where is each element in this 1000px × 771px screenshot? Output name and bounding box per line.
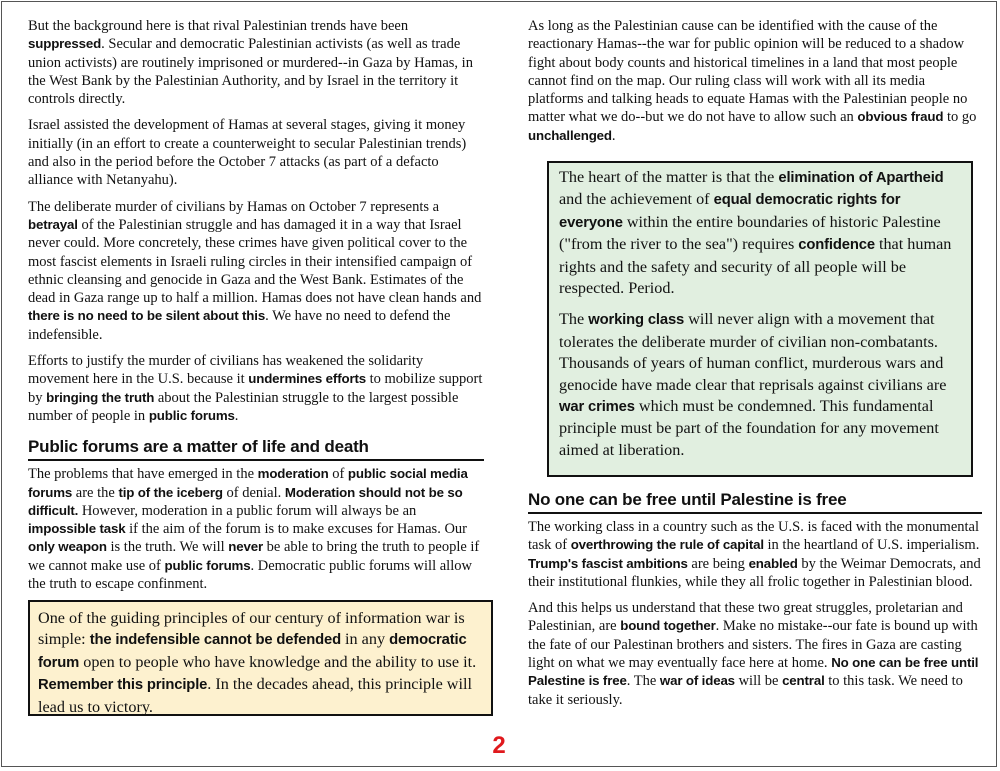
paragraph — [28, 198, 484, 344]
text-run: that human rights and the safety and security of all people will be respected. Period. — [559, 235, 952, 298]
text-run: will be — [734, 673, 783, 690]
callout-box — [28, 600, 493, 716]
emphasis-text: central — [782, 673, 825, 689]
emphasis-text: there is no need to be silent about this — [28, 308, 266, 324]
callout-box — [547, 161, 973, 477]
text-run: . — [611, 127, 616, 144]
text-run: . Make no mistake--our fate is bound up with the fate of our Palestinan brothers and sisters. The fires in Gaza are casting light on what we may eventually face here at home. — [528, 618, 978, 672]
text-run: However, moderation in a public forum will always be an — [78, 502, 417, 519]
paragraph — [28, 465, 484, 593]
paragraph — [528, 599, 982, 709]
left-column — [28, 17, 484, 601]
emphasis-text: elimination of Apartheid — [778, 170, 944, 186]
emphasis-text: moderation — [257, 466, 329, 482]
text-run: of denial. — [222, 484, 285, 501]
emphasis-text: bringing the truth — [46, 389, 155, 405]
text-run: . Democratic public forums will allow the truth to escape confinment. — [28, 557, 472, 593]
section-heading: No one can be free until Palestine is free — [528, 490, 982, 514]
callout-text — [559, 309, 961, 461]
text-run: to mobilize support by — [28, 371, 483, 406]
emphasis-text: suppressed — [28, 36, 102, 52]
text-run: . We have no need to defend the indefensible. — [28, 308, 451, 343]
text-run: are being — [687, 555, 749, 572]
emphasis-text: undermines efforts — [248, 371, 366, 387]
text-run: The heart of the matter is that the — [559, 168, 779, 186]
emphasis-text: obvious fraud — [857, 109, 944, 125]
text-run: by the Weimar Democrats, and their institutional flunkies, while they all frolic together in Palestinian blood. — [528, 555, 981, 590]
emphasis-text: confidence — [798, 237, 875, 254]
text-run: One of the guiding principles of our century of information war is simple: — [38, 609, 465, 649]
paragraph — [28, 17, 484, 108]
section-heading: Public forums are a matter of life and death — [28, 437, 484, 461]
text-run: of the Palestinian struggle and has damaged it in a way that Israel never could. More concretely, these crimes have given political cover to the most fascist elements in Israeli ruling circles in their intensified campaign of ethnic cleansing and genocide in Gaza and the West Bank. Estimates of the dead in Gaza range up to half a million. Hamas does not have clean hands and — [28, 216, 482, 307]
text-run: As long as the Palestinian cause can be identified with the cause of the reactionary Hamas--the war for public opinion will be reduced to a shadow fight about body counts and historical timelines in a land that most people cannot find on the map. Our ruling class will work with all its media platforms and talking heads to equate Hamas with the Palestinian people no matter what we do--but we do not have to allow such an — [528, 18, 968, 126]
document-page — [1, 1, 997, 767]
emphasis-text: tip of the iceberg — [118, 484, 223, 500]
emphasis-text: the indefensible cannot be defended — [89, 632, 341, 649]
emphasis-text: equal democratic rights for everyone — [559, 192, 901, 231]
text-run: within the entire boundaries of historic Palestine ("from the river to the sea") requires — [559, 212, 941, 254]
emphasis-text: Trump's fascist ambitions — [528, 555, 688, 571]
emphasis-text: unchallenged — [528, 127, 612, 143]
emphasis-text: No one can be free until Palestine is free — [528, 655, 979, 689]
text-run: . The — [626, 673, 660, 690]
text-run: to go — [943, 109, 977, 126]
right-column — [528, 17, 982, 153]
emphasis-text: Moderation should not be so difficult. — [28, 484, 463, 518]
text-run: . — [234, 407, 239, 424]
callout-text — [559, 167, 961, 299]
text-run: But the background here is that rival Palestinian trends have been — [28, 18, 409, 34]
paragraph — [28, 116, 484, 189]
text-run: The problems that have emerged in the — [28, 466, 258, 483]
text-run: The working class in a country such as the U.S. is faced with the monumental task of — [528, 519, 980, 554]
paragraph — [528, 17, 982, 145]
text-run: . Secular and democratic Palestinian activists (as well as trade union activists) are routinely imprisoned or murdered--in Gaza by Hamas, in the West Bank by the Palestinian Authority, and by Israel in the territory it controls directly. — [28, 36, 473, 108]
text-run: are the — [72, 484, 119, 501]
text-run: in the heartland of U.S. imperialism. — [763, 537, 980, 554]
emphasis-text: impossible task — [28, 521, 126, 537]
text-run: which must be condemned. This fundamental principle must be part of the foundation for any movement aimed at liberation. — [559, 397, 939, 459]
emphasis-text: only weapon — [28, 539, 107, 555]
text-run: . In the decades ahead, this principle will lead us to victory. — [38, 675, 472, 716]
text-run: and the achievement of — [559, 190, 714, 209]
right-lower-section — [528, 490, 982, 717]
emphasis-text: public forums — [148, 407, 235, 423]
text-run: The — [559, 310, 589, 329]
emphasis-text: war of ideas — [659, 673, 735, 689]
text-run: is the truth. We will — [106, 539, 229, 556]
text-run: Efforts to justify the murder of civilians has weakened the solidarity movement here in the U.S. because it — [28, 353, 424, 388]
paragraph — [528, 518, 982, 591]
text-run: to this task. We need to take it seriously. — [528, 673, 963, 708]
text-run: Israel assisted the development of Hamas at several stages, giving it money initially (in an effort to create a counterweight to secular Palestinian trends) and also in the period before the October 7 attacks (as part of a defacto alliance with Netanyahu). — [28, 117, 467, 189]
emphasis-text: democratic forum — [38, 632, 467, 671]
text-run: about the Palestinian struggle to the largest possible number of people in — [28, 389, 459, 424]
text-run: in any — [340, 630, 390, 649]
callout-text — [38, 608, 483, 718]
emphasis-text: Remember this principle — [38, 677, 208, 694]
emphasis-text: enabled — [748, 555, 798, 571]
emphasis-text: never — [228, 539, 264, 555]
text-run: of — [328, 466, 348, 483]
text-run: open to people who have knowledge and the ability to use it. — [79, 652, 477, 671]
text-run: if the aim of the forum is to make excuses for Hamas. Our — [125, 521, 467, 538]
emphasis-text: war crimes — [559, 399, 635, 416]
emphasis-text: overthrowing the rule of capital — [570, 537, 764, 553]
page-number: 2 — [492, 732, 506, 759]
emphasis-text: public social media forums — [28, 466, 468, 500]
text-run: And this helps us understand that these two great struggles, proletarian and Palestinian, are — [528, 600, 963, 635]
paragraph — [28, 352, 484, 425]
emphasis-text: betrayal — [28, 216, 78, 232]
emphasis-text: bound together — [620, 618, 716, 634]
text-run: The deliberate murder of civilians by Hamas on October 7 represents a — [28, 198, 440, 215]
emphasis-text: public forums — [164, 557, 251, 573]
text-run: will never align with a movement that tolerates the deliberate murder of civilian non-combatants. Thousands of years of human conflict, murderous wars and genocide have made clear that reprisals against civilians are — [559, 310, 947, 394]
emphasis-text: working class — [588, 312, 685, 329]
text-run: be able to bring the truth to people if we cannot make use of — [28, 539, 480, 574]
